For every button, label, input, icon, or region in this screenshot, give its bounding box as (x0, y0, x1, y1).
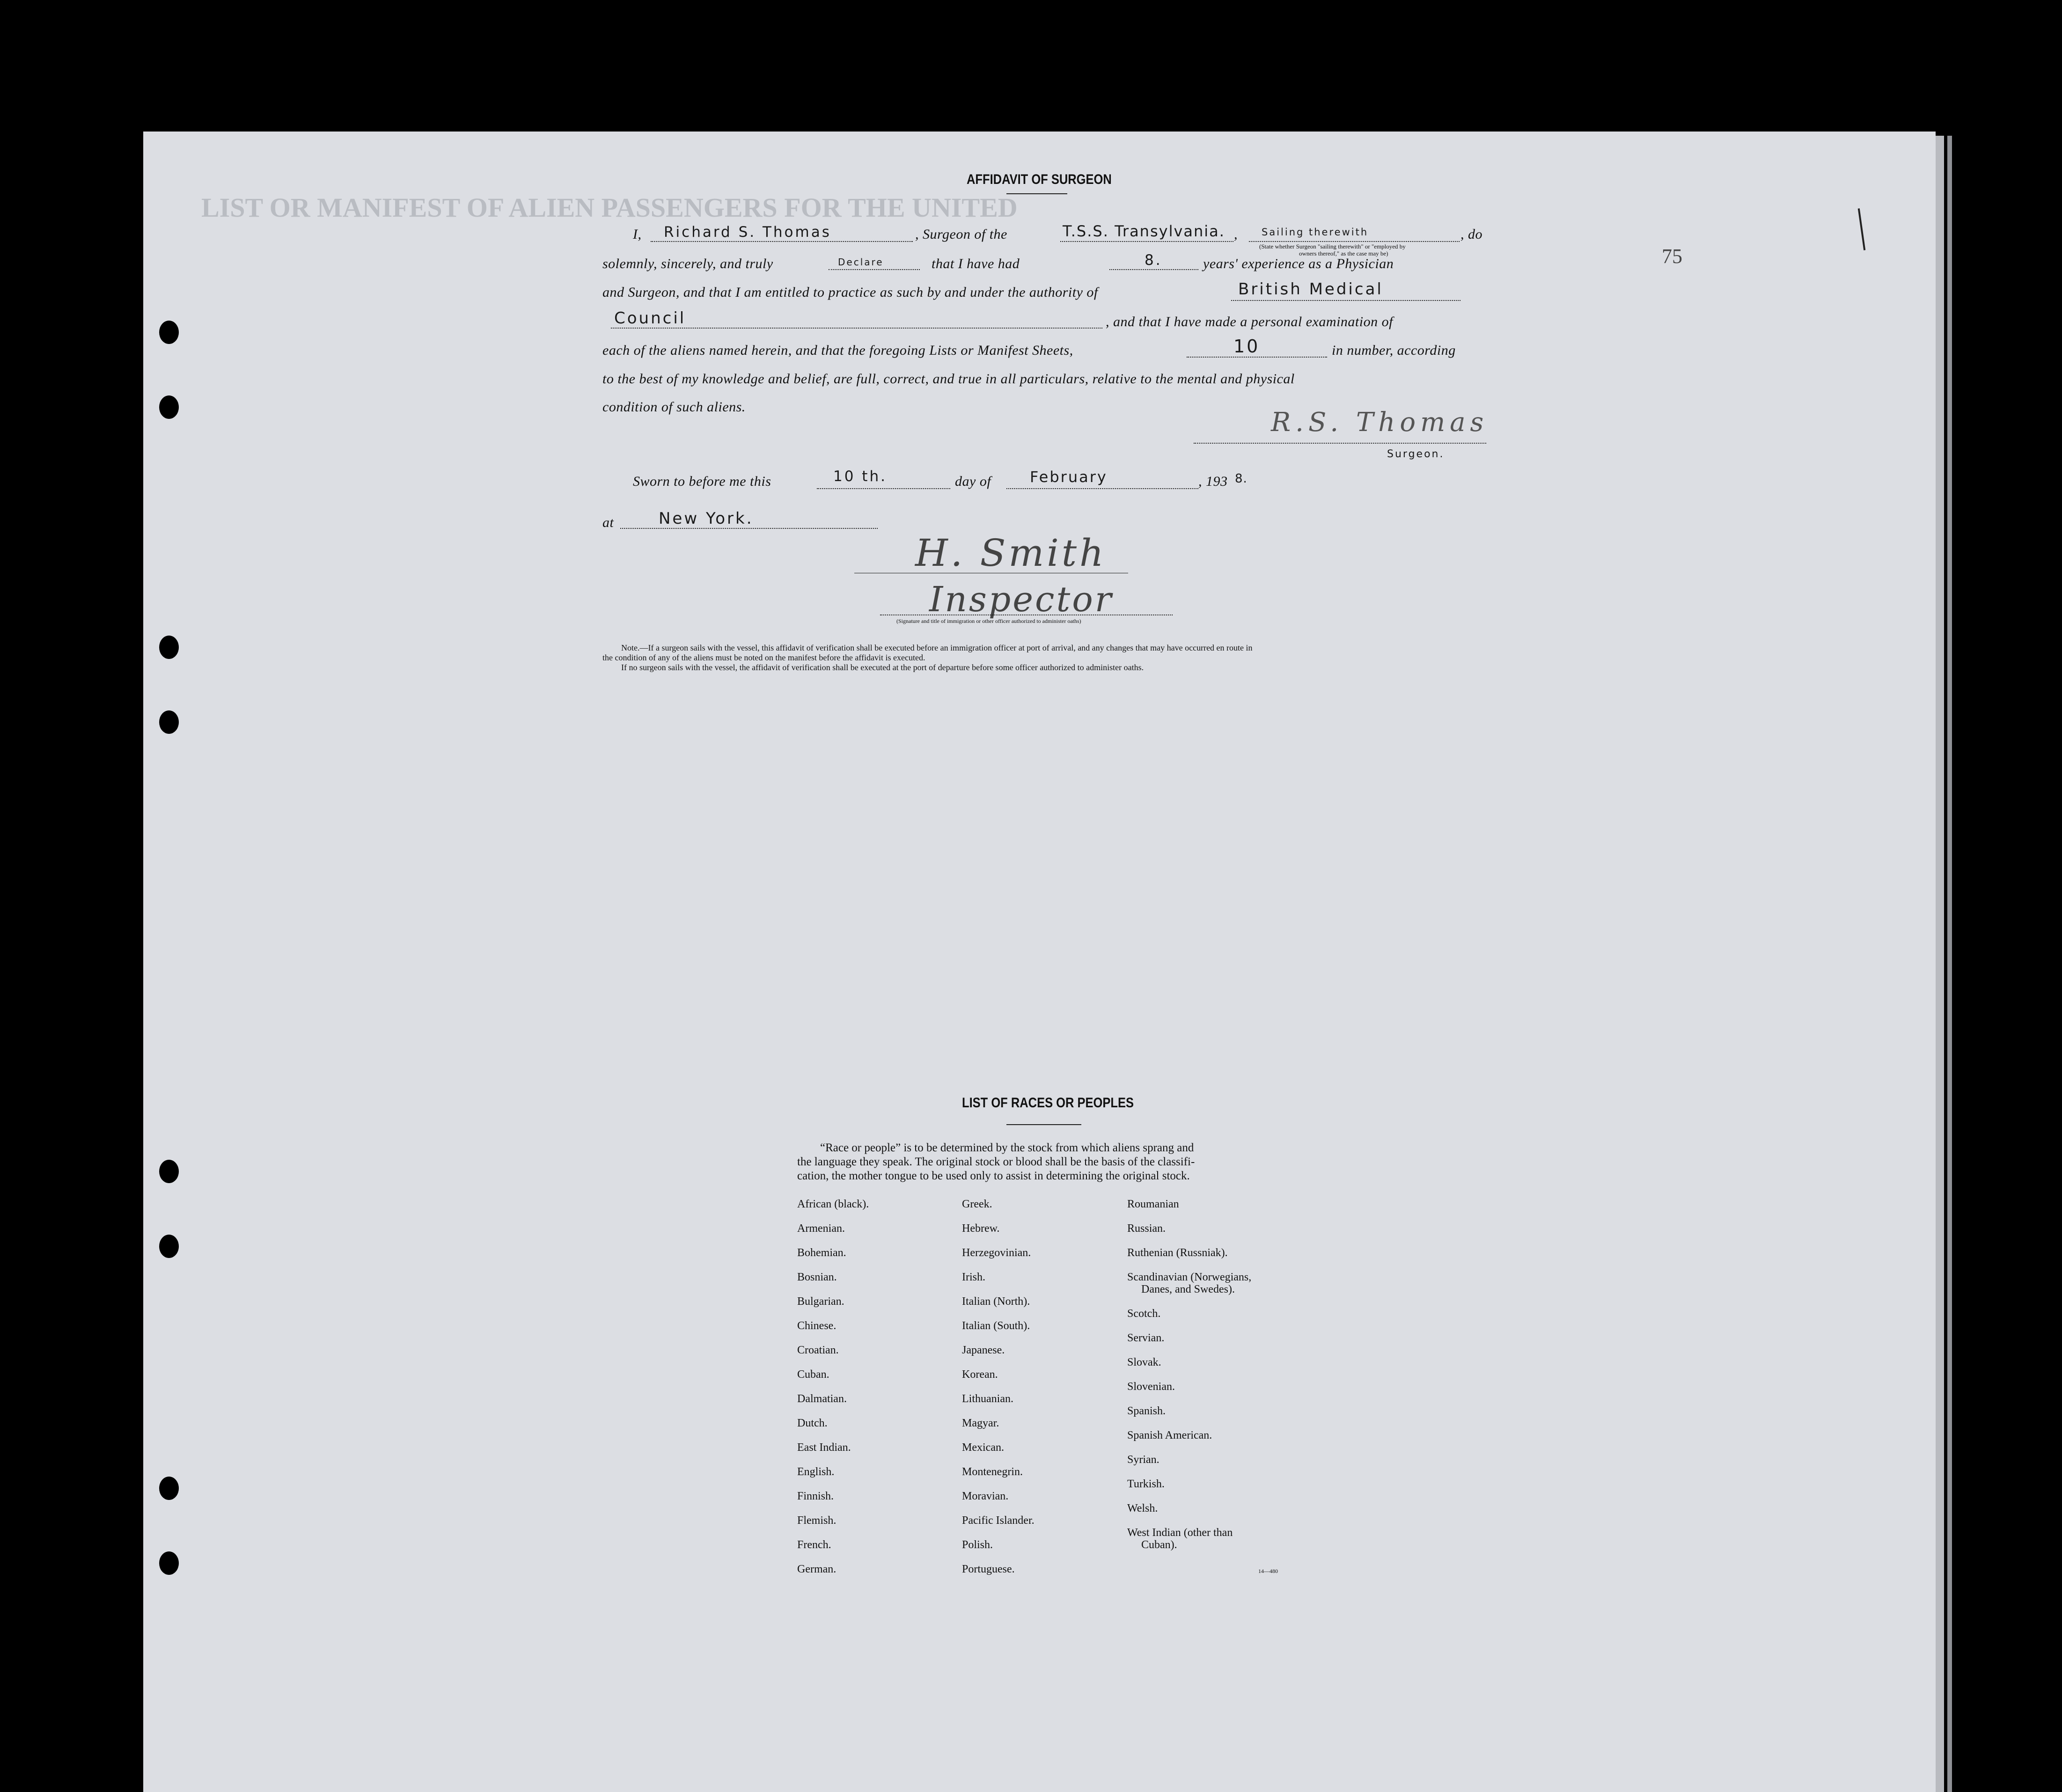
race-item: Dutch. (797, 1417, 828, 1429)
text-i: I, (633, 227, 642, 242)
races-title: LIST OF RACES OR PEOPLES (962, 1095, 1134, 1111)
sworn-place-value: New York. (659, 509, 754, 528)
declare-value: Declare (838, 256, 884, 268)
races-intro-line1: “Race or people” is to be determined by the stock from which aliens sprang and (820, 1141, 1194, 1154)
title-rule (1006, 1124, 1081, 1125)
note-line2: the condition of any of the aliens must be noted on the manifest before the affidavit is executed. (602, 653, 925, 662)
text-comma: , (1234, 227, 1238, 242)
punch-hole (159, 1551, 179, 1575)
punch-hole (159, 1160, 179, 1183)
inspector-title: Inspector (929, 579, 1114, 620)
punch-hole (159, 321, 179, 344)
race-item: Spanish American. (1127, 1429, 1212, 1441)
race-item: Portuguese. (962, 1563, 1015, 1575)
sworn-day-value: 10 th. (833, 468, 887, 485)
status-note-line2: owners thereof," as the case may be) (1299, 250, 1388, 257)
bleed-through-text: LIST OR MANIFEST OF ALIEN PASSENGERS FOR THE UNITED (201, 192, 1018, 223)
race-item: Bulgarian. (797, 1295, 844, 1308)
race-item: Spanish. (1127, 1405, 1166, 1417)
race-item: Bohemian. (797, 1247, 846, 1259)
text-condition: condition of such aliens. (602, 399, 746, 415)
punch-hole (159, 636, 179, 659)
fill-line (1231, 300, 1460, 301)
fill-line (1249, 241, 1460, 242)
race-item: Flemish. (797, 1514, 837, 1527)
signature-line (1194, 443, 1486, 444)
race-item: German. (797, 1563, 837, 1575)
fill-line (620, 528, 878, 529)
race-item: Hebrew. (962, 1222, 1000, 1235)
title-rule (1006, 193, 1067, 194)
text-day-of: day of (955, 474, 991, 489)
sworn-month-value: February (1030, 468, 1108, 486)
race-item: Turkish. (1127, 1478, 1165, 1490)
text-each-of: each of the aliens named herein, and that the foregoing Lists or Manifest Sheets, (602, 343, 1073, 358)
text-sworn: Sworn to before me this (633, 474, 771, 489)
race-item: Servian. (1127, 1332, 1165, 1344)
race-item: Scotch. (1127, 1308, 1161, 1320)
race-item: Syrian. (1127, 1454, 1159, 1466)
race-item: Cuban. (797, 1368, 829, 1381)
text-at: at (602, 515, 614, 530)
race-item: West Indian (other than (1127, 1527, 1233, 1539)
punch-hole (159, 710, 179, 734)
races-intro-line3: cation, the mother tongue to be used only to assist in determining the original stock. (797, 1170, 1190, 1182)
race-item: English. (797, 1466, 835, 1478)
punch-hole (159, 395, 179, 419)
race-item: Korean. (962, 1368, 998, 1381)
race-item: Irish. (962, 1271, 985, 1283)
race-item: Roumanian (1127, 1198, 1179, 1210)
years-value: 8. (1145, 252, 1162, 269)
text-surgeon-of: , Surgeon of the (915, 227, 1007, 242)
race-item: Ruthenian (Russniak). (1127, 1247, 1228, 1259)
fill-line (1060, 241, 1233, 242)
race-item: East Indian. (797, 1441, 851, 1454)
race-item: Scandinavian (Norwegians, (1127, 1271, 1252, 1283)
signature-caption: (Signature and title of immigration or other officer authorized to administer oaths) (896, 618, 1081, 624)
authority-line1-value: British Medical (1238, 280, 1383, 299)
race-item: Lithuanian. (962, 1393, 1013, 1405)
authority-line2-value: Council (614, 309, 686, 328)
surgeon-name-value: Richard S. Thomas (664, 224, 831, 241)
races-column-1 (797, 1198, 952, 1582)
race-item: Italian (North). (962, 1295, 1030, 1308)
fill-line (1109, 269, 1198, 270)
race-item: Croatian. (797, 1344, 839, 1356)
signature-line (880, 614, 1173, 615)
race-item: Finnish. (797, 1490, 834, 1502)
page-edge (1936, 136, 1944, 1792)
race-item: Danes, and Swedes). (1141, 1283, 1235, 1295)
fill-line (829, 269, 920, 270)
fill-line (651, 241, 913, 242)
text-and-surgeon: and Surgeon, and that I am entitled to practice as such by and under the authority of (602, 285, 1098, 300)
race-item: Cuban). (1141, 1539, 1177, 1551)
text-and-that: , and that I have made a personal examination of (1106, 314, 1393, 329)
affidavit-title: AFFIDAVIT OF SURGEON (967, 172, 1112, 187)
fill-line (1006, 488, 1198, 489)
text-solemnly: solemnly, sincerely, and truly (602, 256, 773, 271)
race-item: Russian. (1127, 1222, 1166, 1235)
text-do: , do (1460, 227, 1482, 242)
ship-name-value: T.S.S. Transylvania. (1063, 222, 1225, 240)
note-line1: Note.—If a surgeon sails with the vessel, this affidavit of verification shall be executed before an immigration officer at port of arrival, and any changes that may have occurred en route in (621, 643, 1253, 652)
race-item: Montenegrin. (962, 1466, 1023, 1478)
form-number: 14—480 (1258, 1568, 1278, 1574)
race-item: Slovenian. (1127, 1381, 1175, 1393)
sheets-value: 10 (1233, 336, 1260, 357)
fill-line (817, 488, 950, 489)
text-to-the-best: to the best of my knowledge and belief, are full, correct, and true in all particulars, relative to the mental and physical (602, 371, 1295, 387)
note-line3: If no surgeon sails with the vessel, the affidavit of verification shall be executed at the port of departure before some officer authorized to administer oaths. (621, 663, 1144, 672)
sworn-year-digit: 8. (1235, 472, 1247, 486)
race-item: Bosnian. (797, 1271, 837, 1283)
status-note-line1: (State whether Surgeon "sailing therewith" or "employed by (1259, 243, 1406, 250)
surgeon-title: Surgeon. (1387, 448, 1445, 460)
race-item: Slovak. (1127, 1356, 1161, 1368)
races-intro-line2: the language they speak. The original stock or blood shall be the basis of the classifi- (797, 1156, 1195, 1168)
race-item: Pacific Islander. (962, 1514, 1035, 1527)
race-item: Magyar. (962, 1417, 999, 1429)
inspector-signature: H. Smith (915, 531, 1107, 575)
text-year-prefix: , 193 (1198, 474, 1228, 489)
race-item: Italian (South). (962, 1320, 1030, 1332)
page-number: 75 (1662, 245, 1682, 268)
race-item: Mexican. (962, 1441, 1004, 1454)
race-item: Greek. (962, 1198, 992, 1210)
sailing-status-value: Sailing therewith (1262, 227, 1369, 238)
text-that-i-have: that I have had (932, 256, 1020, 271)
race-item: Welsh. (1127, 1502, 1158, 1514)
text-years-exp: years' experience as a Physician (1203, 256, 1394, 271)
punch-hole (159, 1477, 179, 1500)
races-column-3 (1127, 1198, 1314, 1582)
text-in-number: in number, according (1332, 343, 1456, 358)
race-item: Dalmatian. (797, 1393, 847, 1405)
race-item: Armenian. (797, 1222, 845, 1235)
fill-line (611, 328, 1102, 329)
surgeon-signature: R.S. Thomas (1271, 407, 1489, 438)
race-item: French. (797, 1539, 831, 1551)
race-item: Moravian. (962, 1490, 1009, 1502)
race-item: Chinese. (797, 1320, 837, 1332)
fill-line (1187, 357, 1327, 358)
race-item: Polish. (962, 1539, 993, 1551)
race-item: African (black). (797, 1198, 869, 1210)
page-edge-shadow (1947, 136, 1952, 1792)
race-item: Herzegovinian. (962, 1247, 1031, 1259)
punch-hole (159, 1235, 179, 1258)
races-column-2 (962, 1198, 1116, 1582)
race-item: Japanese. (962, 1344, 1005, 1356)
